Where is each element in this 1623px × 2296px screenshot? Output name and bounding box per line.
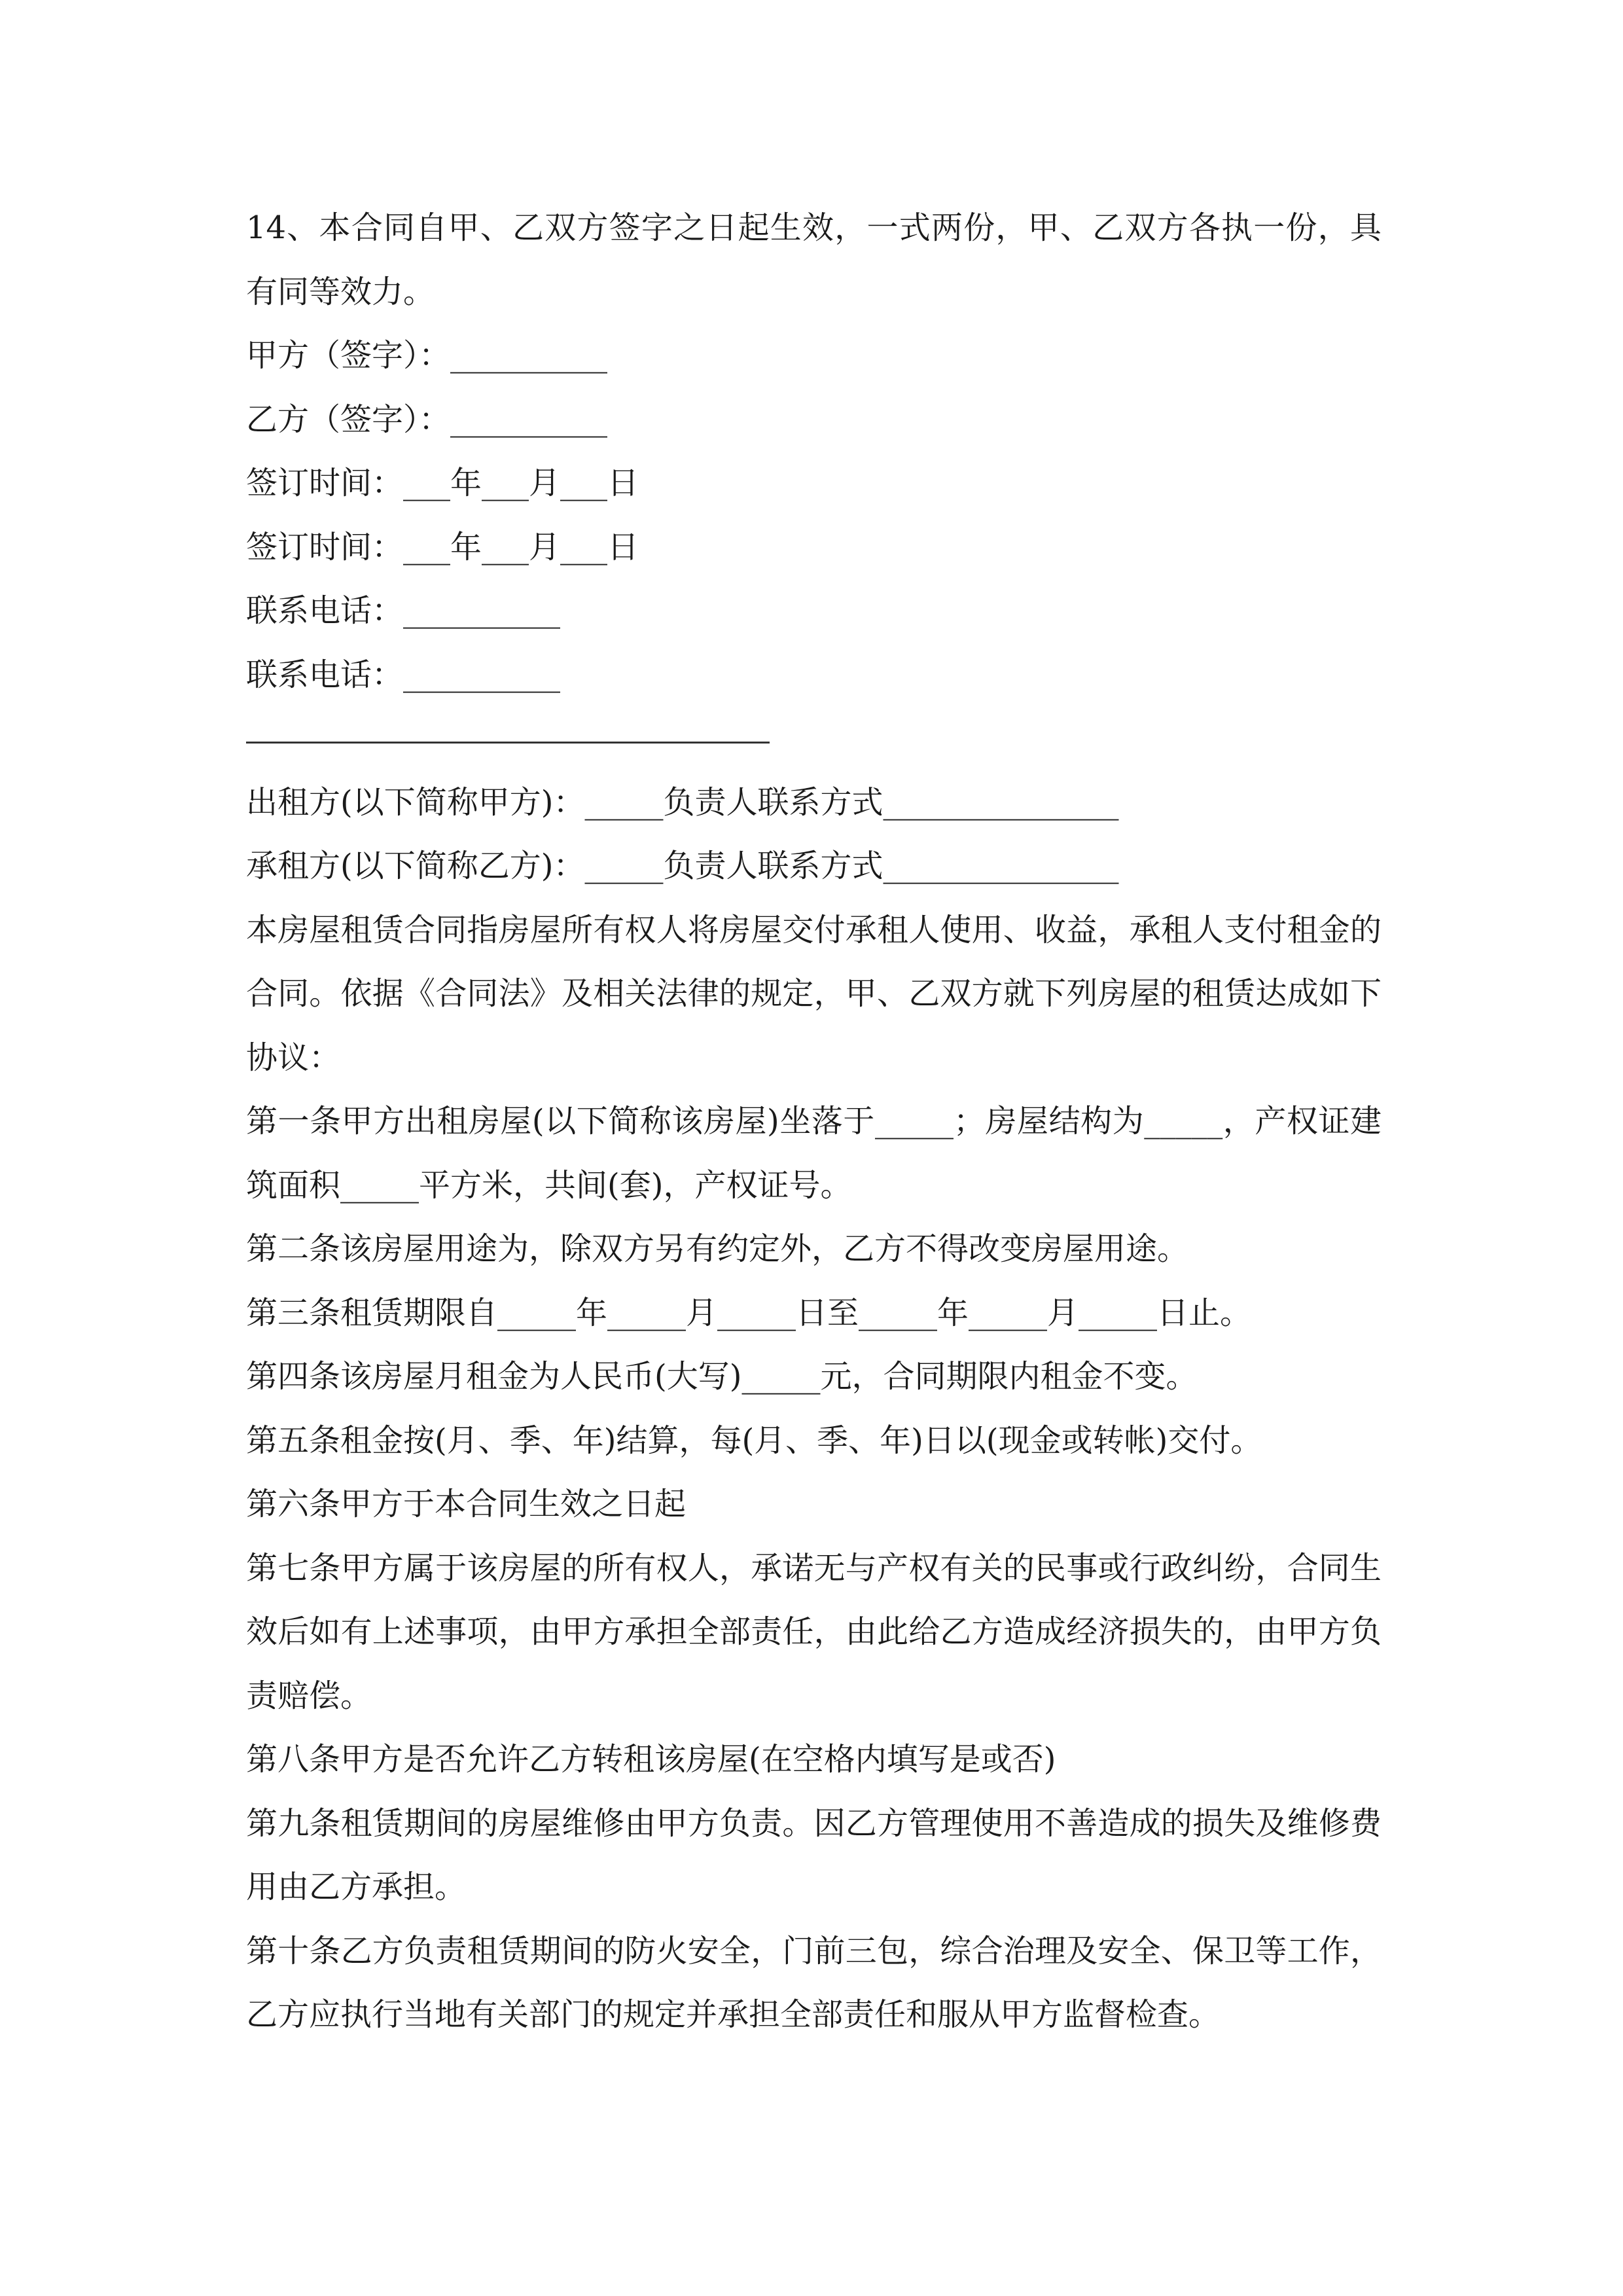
article-5: 第五条租金按(月、季、年)结算，每(月、季、年)日以(现金或转帐)交付。 xyxy=(246,1422,1262,1459)
party-b-signature: 乙方（签字）：__________ xyxy=(246,401,608,438)
contract-intro: 本房屋租赁合同指房屋所有权人将房屋交付承租人使用、收益，承租人支付租金的合同。依据《合同法》及相关法律的规定，甲、乙双方就下列房屋的租赁达成如下协议： xyxy=(246,911,1382,1076)
document-body xyxy=(246,196,1382,2047)
article-2: 第二条该房屋用途为，除双方另有约定外，乙方不得改变房屋用途。 xyxy=(246,1230,1189,1267)
signing-date: 签订时间：___年___月___日 xyxy=(246,465,639,501)
party-a-signature: 甲方（签字）：__________ xyxy=(246,337,608,374)
section-divider xyxy=(246,707,1382,771)
contact-phone: 联系电话：__________ xyxy=(246,656,561,693)
divider-line xyxy=(246,742,770,744)
contact-phone: 联系电话：__________ xyxy=(246,592,561,629)
article-7: 第七条甲方属于该房屋的所有权人，承诺无与产权有关的民事或行政纠纷，合同生效后如有上述事项，由甲方承担全部责任，由此给乙方造成经济损失的，由甲方负责赔偿。 xyxy=(246,1549,1382,1714)
lessor-line: 出租方(以下简称甲方)：_____负责人联系方式_______________ xyxy=(246,783,1119,821)
clause-14: 14、本合同自甲、乙双方签字之日起生效，一式两份，甲、乙双方各执一份，具有同等效力。 xyxy=(246,209,1382,310)
article-4: 第四条该房屋月租金为人民币(大写)_____元，合同期限内租金不变。 xyxy=(246,1358,1198,1395)
lessee-line: 承租方(以下简称乙方)：_____负责人联系方式_______________ xyxy=(246,848,1119,884)
article-3: 第三条租赁期限自_____年_____月_____日至_____年_____月_____日止。 xyxy=(246,1294,1252,1331)
article-8: 第八条甲方是否允许乙方转租该房屋(在空格内填写是或否) xyxy=(246,1741,1056,1778)
article-6: 第六条甲方于本合同生效之日起 xyxy=(246,1486,687,1522)
article-9: 第九条租赁期间的房屋维修由甲方负责。因乙方管理使用不善造成的损失及维修费用由乙方承担。 xyxy=(246,1804,1382,1905)
article-1: 第一条甲方出租房屋(以下简称该房屋)坐落于_____；房屋结构为_____，产权证建筑面积_____平方米，共间(套)，产权证号。 xyxy=(246,1103,1382,1204)
signing-date: 签订时间：___年___月___日 xyxy=(246,528,639,565)
article-10: 第十条乙方负责租赁期间的防火安全，门前三包，综合治理及安全、保卫等工作，乙方应执行当地有关部门的规定并承担全部责任和服从甲方监督检查。 xyxy=(246,1932,1382,2033)
